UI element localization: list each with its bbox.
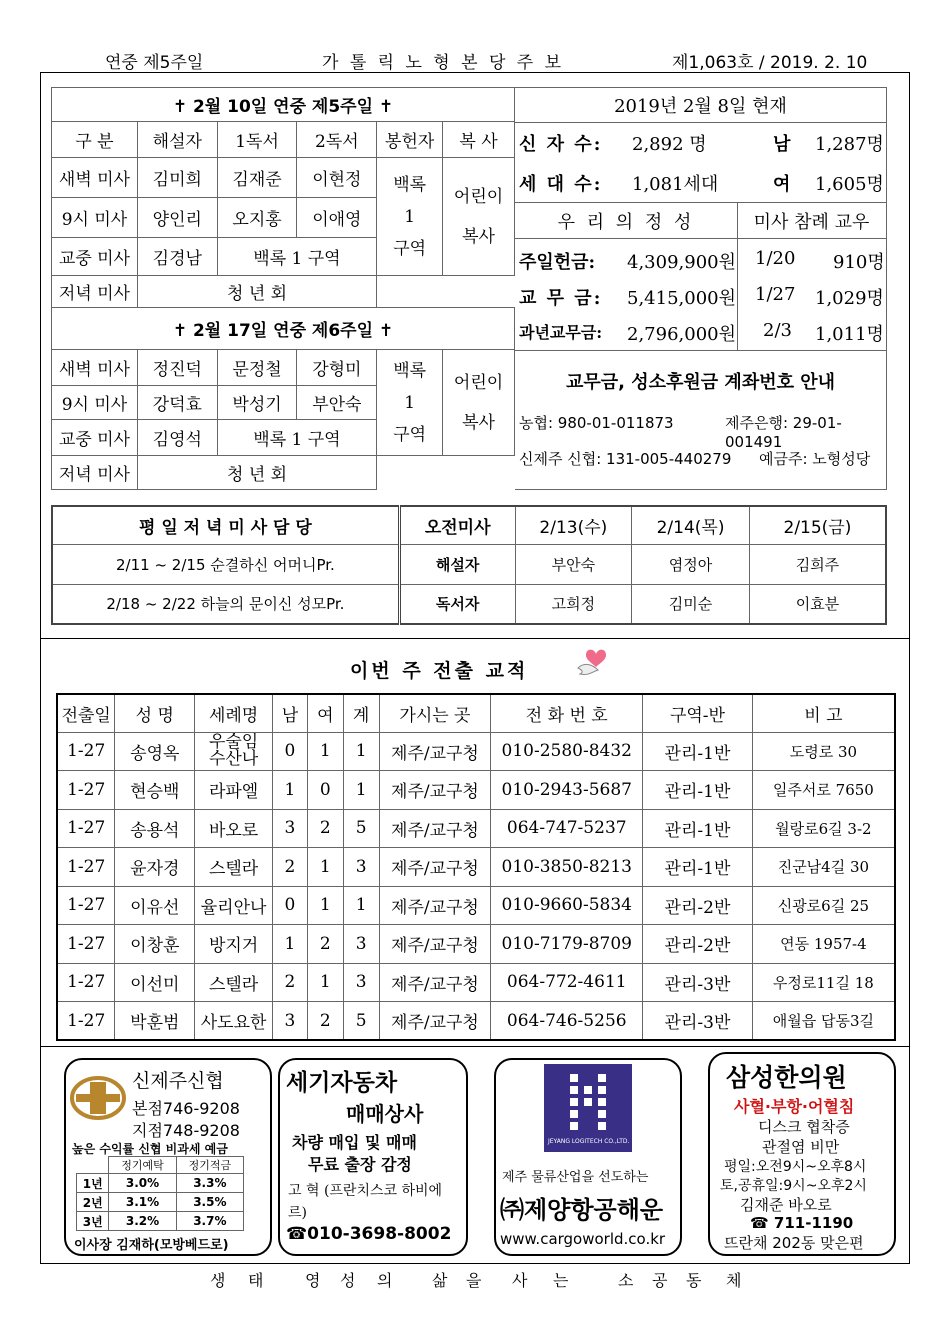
footer-char: 생 [210, 1271, 226, 1290]
cargo-slogan: 제주 물류산업을 선도하는 [502, 1170, 649, 1185]
merged-cell: 청 년 회 [137, 456, 376, 490]
transfer-male: 1 [273, 925, 308, 964]
transfer-female: 1 [307, 848, 343, 887]
female-label: 여 [773, 174, 791, 195]
clinic-sub: 사혈·부항·어혈침 [734, 1097, 855, 1116]
transfer-note: 우정로11길 18 [752, 963, 895, 1002]
transfer-baptism: 바오로 [195, 809, 273, 848]
merged-cell: 백록 1 구역 [217, 420, 377, 456]
mass-label: 교중 미사 [52, 238, 138, 276]
merged-cell: 백록 1 구역 [217, 238, 377, 276]
header-issue: 제1,063호 / 2019. 2. 10 [672, 53, 868, 73]
transfer-destination: 제주/교구청 [379, 848, 491, 887]
mass-label: 새벽 미사 [52, 158, 138, 198]
male-value: 1,287명 [815, 134, 884, 155]
car-phone: ☎010-3698-8002 [286, 1224, 452, 1244]
table-row [57, 963, 895, 1002]
transfer-baptism: 사도요한 [195, 1002, 273, 1041]
transfer-date: 1-27 [57, 771, 115, 810]
server-text: 복사 [462, 226, 495, 247]
transfer-total: 1 [343, 732, 379, 771]
bulletin-header [0, 48, 950, 73]
stats-panel [515, 87, 887, 490]
transfer-female: 0 [307, 771, 343, 810]
transfer-note: 애월읍 답동3길 [752, 1002, 895, 1041]
transfer-col-header: 전 화 번 호 [491, 694, 643, 732]
footer-char: 소 [618, 1271, 634, 1290]
transfer-name: 이유선 [115, 886, 195, 925]
transfer-note: 연동 1957-4 [752, 925, 895, 964]
clinic-line: 토,공휴일:9시~오후2시 [720, 1178, 867, 1194]
divider [40, 1046, 910, 1047]
offering-cell [377, 158, 443, 276]
transfer-table [56, 693, 896, 1041]
mass-label: 저녁 미사 [52, 276, 138, 308]
account-line: 신제주 신협: 131-005-440279 [519, 450, 732, 468]
transfer-phone: 010-9660-5834 [491, 886, 643, 925]
believers-value: 2,892 명 [632, 134, 707, 155]
header-left: 연중 제5주일 [105, 53, 204, 73]
male-label: 남 [773, 134, 791, 155]
date-header: 2/14(목) [632, 506, 750, 544]
transfer-col-header: 구역-반 [643, 694, 753, 732]
footer-char: 성 [340, 1271, 356, 1290]
transfer-name: 이창훈 [115, 925, 195, 964]
donation-title: 우 리 의 정 성 [557, 212, 695, 233]
attend-date: 2/3 [763, 320, 792, 341]
transfer-note: 일주서로 7650 [752, 771, 895, 810]
rate-value: 3.3% [176, 1174, 243, 1193]
dove-heart-icon [574, 646, 614, 680]
transfer-name: 박훈범 [115, 1002, 195, 1041]
transfer-date: 1-27 [57, 732, 115, 771]
transfer-total: 5 [343, 809, 379, 848]
offering-text: 백록 [393, 360, 427, 381]
commentator: 김경남 [137, 238, 217, 276]
role-name: 김미순 [632, 584, 750, 624]
col-header: 해설자 [137, 122, 217, 158]
transfer-district: 관리-1반 [643, 771, 753, 810]
table-row [57, 732, 895, 771]
car-name: 세기자동차 [286, 1070, 398, 1096]
offering-cell [377, 350, 443, 456]
mass-label: 9시 미사 [52, 198, 138, 238]
account-line: 예금주: 노형성당 [759, 450, 871, 468]
believers-label: 신 자 수: [519, 134, 603, 155]
transfer-destination: 제주/교구청 [379, 771, 491, 810]
donation-label: 교 무 금: [519, 288, 603, 309]
role-name: 부안숙 [515, 544, 632, 584]
transfer-male: 0 [273, 732, 308, 771]
mass-label: 교중 미사 [52, 420, 138, 456]
transfer-destination: 제주/교구청 [379, 886, 491, 925]
transfer-baptism: 스텔라 [195, 963, 273, 1002]
account-title: 교무금, 성소후원금 계좌번호 안내 [565, 372, 836, 393]
transfer-phone: 010-3850-8213 [491, 848, 643, 887]
transfer-baptism: 스텔라 [195, 848, 273, 887]
car-line: 고 혁 (프란치스코 하비에 [288, 1183, 443, 1199]
stats-title: 2019년 2월 8일 현재 [614, 96, 787, 117]
transfer-male: 3 [273, 809, 308, 848]
donation-value: 5,415,000원 [627, 288, 736, 309]
attend-count: 1,029명 [815, 288, 884, 309]
transfer-destination: 제주/교구청 [379, 809, 491, 848]
offering-text: 구역 [393, 238, 427, 259]
clinic-name: 삼성한의원 [726, 1063, 847, 1092]
cargo-logo-text: JEYANG LOGITECH CO.,LTD. [548, 1138, 630, 1145]
transfer-district: 관리-3반 [643, 1002, 753, 1041]
clinic-line: 디스크 협착증 [758, 1118, 850, 1136]
footer-char: 삶 [432, 1271, 448, 1290]
transfer-district: 관리-1반 [643, 848, 753, 887]
transfer-total: 1 [343, 886, 379, 925]
transfer-col-header: 세례명 [195, 694, 273, 732]
transfer-name: 이선미 [115, 963, 195, 1002]
clinic-line: 김재준 바오로 [740, 1196, 832, 1214]
morning-title: 오전미사 [399, 506, 515, 544]
week1-title: ✝ 2월 10일 연중 제5주일 ✝ [52, 88, 515, 122]
cargo-logo-icon [544, 1064, 632, 1152]
rate-term: 1년 [77, 1174, 109, 1193]
transfer-name: 윤자경 [115, 848, 195, 887]
transfer-col-header: 여 [307, 694, 343, 732]
header-title: 가 톨 릭 노 형 본 당 주 보 [322, 53, 565, 73]
server-cell [443, 350, 515, 456]
transfer-female: 1 [307, 886, 343, 925]
transfer-district: 관리-2반 [643, 886, 753, 925]
transfer-header-row [57, 694, 895, 732]
reader1: 문정철 [217, 350, 297, 386]
mass-label: 새벽 미사 [52, 350, 138, 386]
credit-desc: 높은 수익률 신협 비과세 예금 [72, 1142, 228, 1156]
transfer-col-header: 계 [343, 694, 379, 732]
transfer-phone: 064-747-5237 [491, 809, 643, 848]
clinic-line: 평일:오전9시~오후8시 [724, 1159, 867, 1175]
car-sub: 매매상사 [346, 1102, 424, 1126]
donation-label: 주일헌금: [519, 252, 596, 273]
role-label: 독서자 [399, 584, 515, 624]
attend-date: 1/27 [755, 284, 796, 305]
transfer-total: 3 [343, 963, 379, 1002]
transfer-female: 2 [307, 809, 343, 848]
credit-name: 신제주신협 [132, 1070, 224, 1092]
date-header: 2/13(수) [515, 506, 632, 544]
commentator: 정진덕 [137, 350, 217, 386]
server-text: 복사 [462, 412, 495, 433]
table-row [57, 925, 895, 964]
transfer-name: 송용석 [115, 809, 195, 848]
transfer-note: 진군남4길 30 [752, 848, 895, 887]
col-header: 1독서 [217, 122, 297, 158]
offering-text: 구역 [393, 424, 427, 445]
schedule-table [51, 87, 515, 490]
transfer-total: 3 [343, 848, 379, 887]
weekday-table [51, 505, 887, 625]
account-line: 농협: 980-01-011873 [519, 414, 674, 432]
commentator: 강덕효 [137, 386, 217, 420]
transfer-baptism: 우술임 수산나 [195, 732, 273, 771]
transfer-name: 현승백 [115, 771, 195, 810]
transfer-date: 1-27 [57, 809, 115, 848]
table-row [57, 848, 895, 887]
transfer-phone: 010-7179-8709 [491, 925, 643, 964]
transfer-date: 1-27 [57, 848, 115, 887]
commentator: 김영석 [137, 420, 217, 456]
footer-char: 공 [652, 1271, 668, 1290]
server-cell [443, 158, 515, 276]
attend-title: 미사 참례 교우 [753, 212, 870, 233]
table-row [57, 886, 895, 925]
transfer-col-header: 남 [273, 694, 308, 732]
rate-term: 3년 [77, 1212, 109, 1231]
role-label: 해설자 [399, 544, 515, 584]
reader2: 부안숙 [297, 386, 377, 420]
car-line: 차량 매입 및 매매 [292, 1133, 417, 1152]
transfer-date: 1-27 [57, 886, 115, 925]
rate-value: 3.7% [176, 1212, 243, 1231]
transfer-destination: 제주/교구청 [379, 1002, 491, 1041]
transfer-district: 관리-2반 [643, 925, 753, 964]
car-dealer-ad [278, 1058, 468, 1256]
weekday-title: 평 일 저 녁 미 사 담 당 [52, 506, 399, 544]
households-value: 1,081세대 [632, 174, 719, 195]
female-value: 1,605명 [815, 174, 884, 195]
transfer-date: 1-27 [57, 1002, 115, 1041]
col-header: 복 사 [443, 122, 515, 158]
footer-char: 체 [726, 1271, 742, 1290]
donation-label: 과년교무금: [519, 323, 603, 342]
transfer-male: 2 [273, 963, 308, 1002]
weekday-row: 2/18 ~ 2/22 하늘의 문이신 성모Pr. [52, 584, 399, 624]
table-row [57, 771, 895, 810]
rate-term: 2년 [77, 1193, 109, 1212]
rate-col: 정기적금 [176, 1157, 243, 1174]
reader1: 김재준 [217, 158, 297, 198]
attend-count: 910명 [833, 252, 885, 273]
transfer-note: 도령로 30 [752, 732, 895, 771]
transfer-female: 2 [307, 1002, 343, 1041]
attend-date: 1/20 [755, 248, 796, 269]
reader1: 박성기 [217, 386, 297, 420]
credit-union-ad [64, 1058, 272, 1256]
transfer-total: 5 [343, 1002, 379, 1041]
donation-value: 2,796,000원 [627, 324, 736, 345]
cargo-url: www.cargoworld.co.kr [500, 1230, 666, 1248]
account-line: 제주은행: 29-01-001491 [725, 414, 842, 451]
transfer-note: 월랑로6길 3-2 [752, 809, 895, 848]
transfer-male: 1 [273, 771, 308, 810]
credit-branch: 지점748-9208 [132, 1121, 240, 1140]
credit-branch: 본점746-9208 [132, 1099, 240, 1118]
footer-char: 동 [686, 1271, 702, 1290]
transfer-male: 2 [273, 848, 308, 887]
table-row [57, 1002, 895, 1041]
transfer-destination: 제주/교구청 [379, 925, 491, 964]
transfer-phone: 010-2943-5687 [491, 771, 643, 810]
role-name: 염정아 [632, 544, 750, 584]
mass-label: 9시 미사 [52, 386, 138, 420]
rate-col: 정기예탁 [109, 1157, 176, 1174]
server-text: 어린이 [453, 186, 504, 207]
transfer-date: 1-27 [57, 963, 115, 1002]
footer-char: 는 [553, 1271, 569, 1290]
transfer-total: 1 [343, 771, 379, 810]
transfer-col-header: 비 고 [752, 694, 895, 732]
transfer-note: 신광로6길 25 [752, 886, 895, 925]
role-name: 김희주 [749, 544, 886, 584]
clinic-ad [708, 1052, 896, 1256]
transfer-col-header: 가시는 곳 [379, 694, 491, 732]
commentator: 김미희 [137, 158, 217, 198]
transfer-phone: 064-772-4611 [491, 963, 643, 1002]
clinic-line: 관절염 비만 [762, 1138, 840, 1156]
transfer-male: 0 [273, 886, 308, 925]
transfer-district: 관리-1반 [643, 809, 753, 848]
footer-char: 을 [466, 1271, 482, 1290]
transfer-female: 2 [307, 925, 343, 964]
rate-table [76, 1156, 244, 1231]
transfer-date: 1-27 [57, 925, 115, 964]
merged-cell: 청 년 회 [137, 276, 376, 308]
weekday-row: 2/11 ~ 2/15 순결하신 어머니Pr. [52, 544, 399, 584]
rate-value: 3.1% [109, 1193, 176, 1212]
attend-count: 1,011명 [815, 324, 884, 345]
reader2: 이애영 [297, 198, 377, 238]
credit-union-logo-icon [70, 1074, 126, 1122]
footer-char: 태 [248, 1271, 264, 1290]
offering-text: 1 [404, 392, 416, 413]
week2-title: ✝ 2월 17일 연중 제6주일 ✝ [52, 308, 515, 350]
date-header: 2/15(금) [749, 506, 886, 544]
clinic-line: 뜨란채 202동 맞은편 [724, 1234, 864, 1252]
divider [40, 638, 910, 639]
offering-text: 1 [404, 206, 416, 227]
transfer-district: 관리-3반 [643, 963, 753, 1002]
footer-char: 의 [377, 1271, 393, 1290]
transfer-baptism: 라파엘 [195, 771, 273, 810]
rate-value: 3.5% [176, 1193, 243, 1212]
reader2: 강형미 [297, 350, 377, 386]
reader1: 오지홍 [217, 198, 297, 238]
rate-value: 3.2% [109, 1212, 176, 1231]
footer-char: 영 [305, 1271, 321, 1290]
cargo-ad [494, 1058, 682, 1256]
transfer-title: 이번 주 전출 교적 [350, 660, 529, 682]
transfer-baptism: 방지거 [195, 925, 273, 964]
rate-value: 3.0% [109, 1174, 176, 1193]
transfer-destination: 제주/교구청 [379, 963, 491, 1002]
col-header: 봉헌자 [377, 122, 443, 158]
reader2: 이현정 [297, 158, 377, 198]
role-name: 이효분 [749, 584, 886, 624]
transfer-baptism: 율리안나 [195, 886, 273, 925]
transfer-col-header: 전출일 [57, 694, 115, 732]
transfer-phone: 010-2580-8432 [491, 732, 643, 771]
footer-char: 사 [512, 1271, 528, 1290]
transfer-total: 3 [343, 925, 379, 964]
transfer-female: 1 [307, 963, 343, 1002]
transfer-col-header: 성 명 [115, 694, 195, 732]
offering-text: 백록 [393, 174, 427, 195]
transfer-district: 관리-1반 [643, 732, 753, 771]
col-header: 2독서 [297, 122, 377, 158]
transfer-female: 1 [307, 732, 343, 771]
car-line: 르) [288, 1205, 307, 1221]
credit-ceo: 이사장 김재하(모방베드로) [74, 1238, 229, 1253]
clinic-phone: ☎ 711-1190 [750, 1214, 854, 1232]
server-text: 어린이 [453, 372, 504, 393]
col-header: 구 분 [52, 122, 138, 158]
transfer-destination: 제주/교구청 [379, 732, 491, 771]
table-row [57, 809, 895, 848]
transfer-name: 송영옥 [115, 732, 195, 771]
mass-label: 저녁 미사 [52, 456, 138, 490]
transfer-male: 3 [273, 1002, 308, 1041]
donation-value: 4,309,900원 [627, 252, 736, 273]
role-name: 고희정 [515, 584, 632, 624]
households-label: 세 대 수: [519, 174, 603, 195]
car-line: 무료 출장 감정 [308, 1155, 412, 1174]
transfer-phone: 064-746-5256 [491, 1002, 643, 1041]
commentator: 양인리 [137, 198, 217, 238]
cargo-name: ㈜제양항공해운 [500, 1196, 664, 1224]
